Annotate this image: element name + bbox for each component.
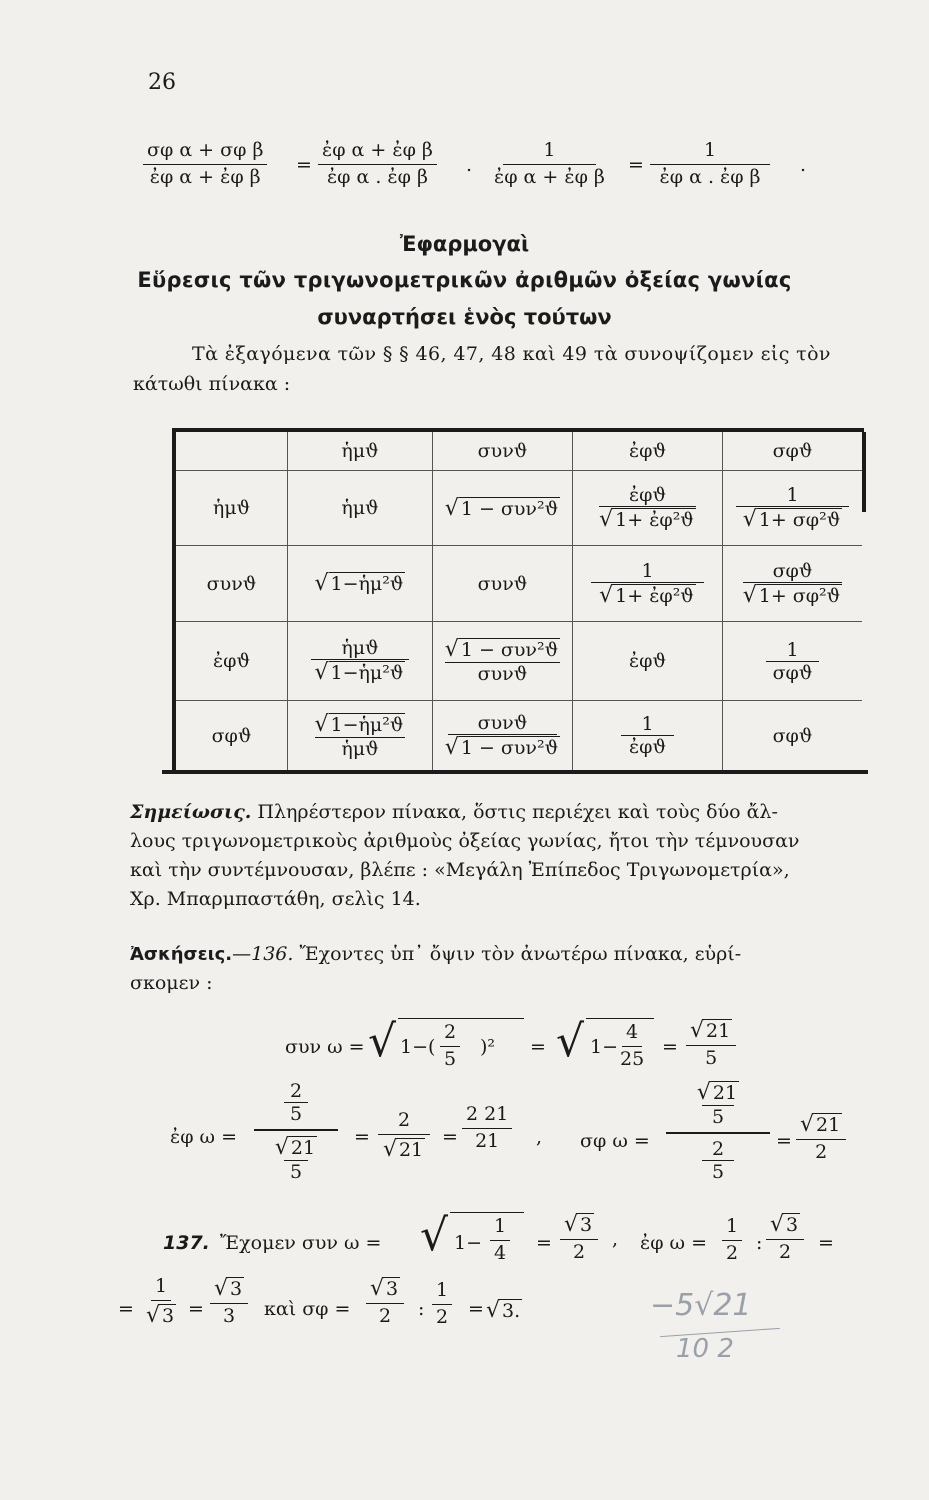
table-cell: ἐφϑ √ 1+ ἐφ²ϑ [573, 471, 722, 545]
handwritten-note: −5√21 [650, 1288, 752, 1323]
fraction: $\frac{\text{σφ α + σφ β}}{\text{ἐφ α + ἐφ β}}$ [143, 140, 267, 189]
section-heading: Ἐφαρμογαὶ [399, 232, 530, 256]
table-bottom-border [162, 770, 868, 774]
table-cell: √ 1−ἡμ²ϑ ἡμϑ [314, 711, 404, 760]
section-subtitle: Εὕρεσις τῶν τριγωνομετρικῶν ἀριθμῶν ὀξείας γωνίας [137, 268, 792, 292]
exercises-intro: Ἀσκήσεις.—136. Ἔχοντες ὑπ᾽ ὄψιν τὸν ἀνωτέρω πίνακα, εὑρί- σκομεν : [130, 943, 742, 994]
note-paragraph: Σημείωσις. Πληρέστερον πίνακα, ὅστις περιέχει καὶ τοὺς δύο ἄλ- λους τριγωνομετρικοὺς ἀριθμοὺς ὀξείας γωνίας, ἤτοι τὴν τέμνουσαν καὶ τὴν συντέμνουσαν, βλέπε : «Μεγάλη Ἐπίπεδος Τριγωνομετρία», Χρ. Μπαρμπαστάθη, σελὶς 14. [130, 801, 800, 910]
fraction: $\frac{1}{\text{ἐφ α + ἐφ β}}$ [494, 139, 605, 188]
row-header: ἐφϑ [212, 650, 251, 672]
intro-line: κάτωθι πίνακα : [133, 373, 291, 395]
table-cell: ἐφϑ [628, 650, 667, 672]
handwritten-note: 10 2 [676, 1334, 734, 1364]
fraction: $\frac{1}{\text{ἐφ α . ἐφ β}}$ [650, 140, 770, 189]
table-cell: σφϑ √ 1+ σφ²ϑ [723, 546, 862, 621]
equals: = [296, 154, 312, 176]
table-cell: ἡμϑ √ 1−ἡμ²ϑ [288, 622, 432, 700]
exercises-label: Ἀσκήσεις. [130, 944, 233, 965]
table-cell: ἡμϑ [341, 497, 379, 519]
table-cell: σφϑ [772, 724, 813, 747]
col-header: ἡμϑ [341, 440, 379, 462]
col-header: συνϑ [477, 440, 528, 462]
period: . [800, 154, 807, 176]
row-header: συνϑ [206, 572, 257, 595]
note-label: Σημείωσις. [130, 801, 252, 823]
col-header: ἐφϑ [628, 440, 667, 462]
table-cell: συνϑ √ 1 − συν²ϑ [444, 711, 559, 760]
table-cell: √ 1 − συν²ϑ [444, 495, 559, 521]
table-cell: √ 1 − συν²ϑ συνϑ [444, 637, 559, 685]
equals: = [628, 154, 644, 176]
dot: . [466, 154, 473, 176]
table-right-border [862, 432, 866, 512]
table-cell: 1 σφϑ [723, 622, 862, 700]
row-header: σφϑ [211, 724, 252, 747]
page-number: 26 [148, 70, 176, 95]
table-cell: √ 1−ἡμ²ϑ [314, 571, 404, 596]
table-cell: συνϑ [477, 572, 528, 595]
intro-line: Τὰ ἐξαγόμενα τῶν § § 46, 47, 48 καὶ 49 τὰ συνοψίζομεν εἰς τὸν [192, 343, 831, 365]
fraction: $\frac{\text{ἐφ α + ἐφ β}}{\text{ἐφ α . ἐφ β}}$ [318, 140, 437, 189]
section-subtitle-2: συναρτήσει ἑνὸς τούτων [317, 305, 612, 329]
col-header: σφϑ [772, 440, 813, 462]
row-header: ἡμϑ [212, 497, 251, 519]
table-cell: 1 ἐφϑ [573, 701, 722, 770]
table-cell: 1 √ 1+ σφ²ϑ [723, 471, 862, 545]
table-cell: 1 √ 1+ ἐφ²ϑ [573, 546, 722, 621]
